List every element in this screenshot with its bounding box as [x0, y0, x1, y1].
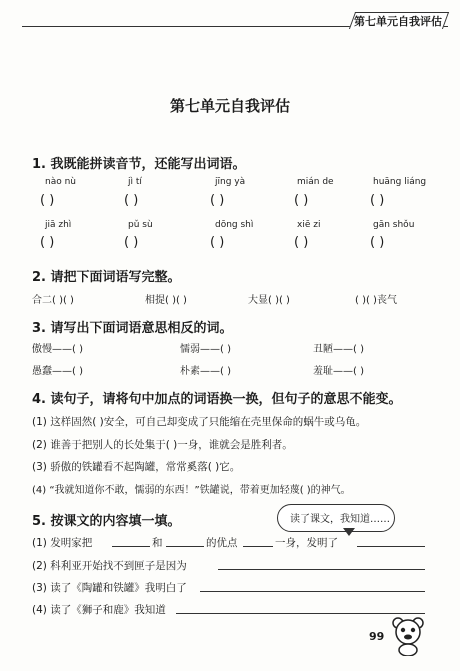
q3-heading: 3. 请写出下面词语意思相反的词。	[32, 321, 233, 336]
blank-1-4[interactable]: ( )	[294, 193, 309, 208]
q5-heading: 5. 按课文的内容填一填。	[32, 514, 181, 529]
q4-item-4[interactable]: (4) “我就知道你不敢，懦弱的东西！”铁罐说，带着更加轻蔑( )的神气。	[32, 485, 351, 496]
q3-item-3[interactable]: 丑陋——( )	[313, 344, 364, 355]
speech-bubble-tail	[343, 528, 355, 536]
q5-item-1-a: (1) 发明家把	[32, 537, 93, 549]
pinyin-2-1: jiā zhì	[45, 220, 72, 230]
q3-item-1[interactable]: 傲慢——( )	[32, 344, 83, 355]
q2-heading: 2. 请把下面词语写完整。	[32, 270, 181, 285]
q5-item-2: (2) 科利亚开始找不到匣子是因为	[32, 560, 187, 572]
q5-item-1-c: 的优点	[206, 537, 238, 549]
bear-mascot-icon	[390, 614, 426, 656]
blank-1-2[interactable]: ( )	[124, 193, 139, 208]
q2-item-1[interactable]: 合二( )( )	[32, 295, 74, 306]
header-text: 第七单元自我评估	[354, 15, 442, 28]
q5-blank-1b[interactable]	[166, 546, 204, 547]
blank-2-2[interactable]: ( )	[124, 235, 139, 250]
blank-2-4[interactable]: ( )	[294, 235, 309, 250]
q5-blank-3[interactable]	[200, 591, 425, 592]
pinyin-1-1: nào nù	[45, 177, 76, 187]
q5-item-3: (3) 读了《陶罐和铁罐》我明白了	[32, 582, 187, 594]
pinyin-1-2: jì tí	[128, 177, 142, 187]
blank-1-1[interactable]: ( )	[40, 193, 55, 208]
page-number: 99	[369, 630, 385, 643]
q5-item-1-d: 一身，发明了	[275, 537, 338, 549]
pinyin-2-2: pǔ sù	[128, 220, 153, 230]
q4-heading: 4. 读句子，请将句中加点的词语换一换，但句子的意思不能变。	[32, 392, 402, 407]
q5-blank-4[interactable]	[176, 613, 425, 614]
pinyin-1-3: jīng yà	[215, 177, 246, 187]
blank-1-3[interactable]: ( )	[210, 193, 225, 208]
pinyin-2-4: xiē zi	[297, 220, 321, 230]
blank-2-3[interactable]: ( )	[210, 235, 225, 250]
q4-item-2[interactable]: (2) 谁善于把别人的长处集于( )一身，谁就会是胜利者。	[32, 439, 293, 451]
blank-2-1[interactable]: ( )	[40, 235, 55, 250]
page-title: 第七单元自我评估	[169, 97, 290, 115]
q3-item-6[interactable]: 羞耻——( )	[313, 366, 364, 377]
blank-2-5[interactable]: ( )	[370, 235, 385, 250]
page-header	[0, 0, 460, 30]
q5-item-1-b: 和	[152, 537, 163, 549]
q2-item-4[interactable]: ( )( )丧气	[355, 295, 397, 306]
pinyin-2-5: gān shǒu	[373, 220, 415, 230]
q5-item-4: (4) 读了《狮子和鹿》我知道	[32, 604, 166, 616]
pinyin-1-4: mián de	[297, 177, 334, 187]
q3-item-5[interactable]: 朴素——( )	[180, 366, 231, 377]
speech-bubble-text: 读了课文，我知道……	[290, 514, 390, 525]
q4-item-3[interactable]: (3) 骄傲的铁罐看不起陶罐，常常奚落( )它。	[32, 461, 241, 473]
q5-blank-1d[interactable]	[357, 546, 425, 547]
q5-blank-1a[interactable]	[112, 546, 150, 547]
q2-item-2[interactable]: 相提( )( )	[145, 295, 187, 306]
q5-blank-2[interactable]	[218, 569, 425, 570]
q4-item-1[interactable]: (1) 这样固然( )安全，可自己却变成了只能缩在壳里保命的蜗牛或乌龟。	[32, 416, 367, 428]
q3-item-2[interactable]: 懦弱——( )	[180, 344, 231, 355]
q2-item-3[interactable]: 大显( )( )	[248, 295, 290, 306]
q5-blank-1c[interactable]	[243, 546, 273, 547]
q1-heading: 1. 我既能拼读音节，还能写出词语。	[32, 157, 246, 172]
pinyin-1-5: huāng liáng	[373, 177, 427, 187]
pinyin-2-3: dōng shì	[215, 220, 254, 230]
blank-1-5[interactable]: ( )	[370, 193, 385, 208]
q3-item-4[interactable]: 愚蠢——( )	[32, 366, 83, 377]
